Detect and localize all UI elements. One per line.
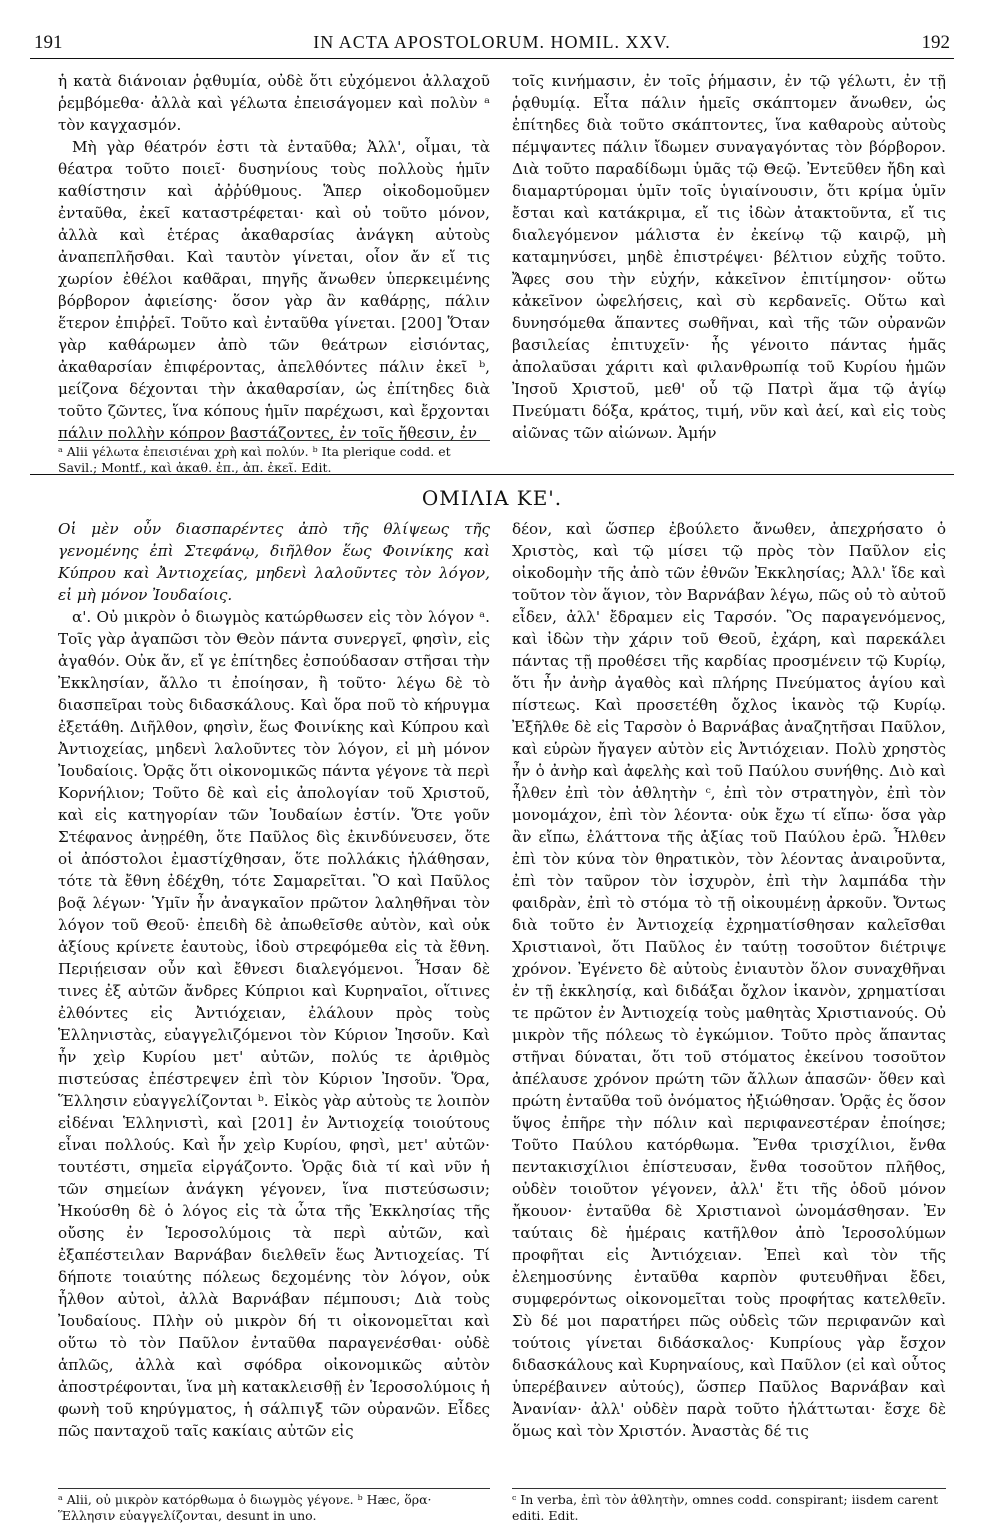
paragraph: α'. Οὐ μικρὸν ὁ διωγμὸς κατώρθωσεν εἰς τὸν λόγον ᵃ. Τοῖς γὰρ ἀγαπῶσι τὸν Θεὸν πάντα συνεργεῖ, φησὶν, εἰς ἀγαθόν. Οὐκ ἄν, εἴ γε ἐπίτηδες ἐσπούδασαν στῆσαι τὴν Ἐκκλησίαν, ἄλλο τι ἐποίησαν, ἢ τοῦτο· λέγω δὲ τὸ διασπεῖραι τοὺς διδασκάλους. Καὶ ὅρα ποῦ τὸ κήρυγμα ἐξετάθη. Διῆλθον, φησὶν, ἕως Φοινίκης καὶ Κύπρου καὶ Ἀντιοχείας, μηδενὶ λαλοῦντες τὸν λόγον, εἰ μὴ μόνον Ἰουδαίοις. Ὁρᾷς ὅτι οἰκονομικῶς πάντα γέγονε τὰ περὶ Κορνήλιον; Τοῦτο δὲ καὶ εἰς ἀπολογίαν τοῦ Χριστοῦ, καὶ εἰς κατηγορίαν τῶν Ἰουδαίων ἐστίν. Ὅτε γοῦν Στέφανος ἀνῃρέθη, ὅτε Παῦλος δὶς ἐκινδύνευσεν, ὅτε οἱ ἀπόστολοι ἐμαστίχθησαν, ὅτε πολλάκις ἠλάθησαν, τότε τὰ ἔθνη ἐδέχθη, τότε Σαμαρεῖται. Ὃ καὶ Παῦλος βοᾷ λέγων· Ὑμῖν ἦν ἀναγκαῖον πρῶτον λαληθῆναι τὸν λόγον τοῦ Θεοῦ· ἐπειδὴ δὲ ἀπωθεῖσθε αὐτὸν, καὶ οὐκ ἀξίους κρίνετε ἑαυτοὺς, ἰδοὺ στρεφόμεθα εἰς τὰ ἔθνη. Περιῄεισαν οὖν καὶ ἔθνεσι διαλεγόμενοι. Ἦσαν δὲ τινες ἐξ αὐτῶν ἄνδρες Κύπριοι καὶ Κυρηναῖοι, οἵτινες ἐλθόντες εἰς Ἀντιόχειαν, ἐλάλουν πρὸς τοὺς Ἑλληνιστὰς, εὐαγγελιζόμενοι τὸν Κύριον Ἰησοῦν. Καὶ ἦν χεὶρ Κυρίου μετ' αὐτῶν, πολύς τε ἀριθμὸς πιστεύσας ἐπέστρεψεν ἐπὶ τὸν Κύριον Ἰησοῦν. Ὅρα, Ἕλλησιν εὐαγγελίζονται ᵇ. Εἰκὸς γὰρ αὐτοὺς τε λοιπὸν εἰδέναι Ἑλληνιστὶ, καὶ [201] ἐν Ἀντιοχείᾳ τοιούτους εἶναι πολλούς. Καὶ ἦν χεὶρ Κυρίου, φησὶ, μετ' αὐτῶν· τουτέστι, σημεῖα εἰργάζοντο. Ὁρᾷς διὰ τί καὶ νῦν ἡ τῶν σημείων ἀνάγκη γέγονεν, ἵνα πιστεύσωσιν; Ἠκούσθη δὲ ὁ λόγος εἰς τὰ ὦτα τῆς Ἐκκλησίας τῆς οὔσης ἐν Ἱεροσολύμοις τὰ περὶ αὐτῶν, καὶ ἐξαπέστειλαν Βαρνάβαν διελθεῖν ἕως Ἀντιοχείας. Τί δήποτε τοιαύτης πόλεως δεχομένης τὸν λόγον, οὐκ ἦλθον αὐτοὶ, ἀλλὰ Βαρνάβαν πέμπουσι; Διὰ τοὺς Ἰουδαίους. Πλὴν οὐ μικρὸν δή τι οἰκονομεῖται καὶ οὕτω τὸ τὸν Παῦλον ἐνταῦθα παραγενέσθαι· οὐδὲ ἁπλῶς, ἀλλὰ καὶ σφόδρα οἰκονομικῶς αὐτὸν ἀποστρέφονται, ἵνα μὴ κατακλεισθῇ ἐν Ἱεροσολύμοις ἡ φωνὴ τοῦ κηρύγματος, ἡ σάλπιγξ τῶν οὐρανῶν. Εἶδες πῶς πανταχοῦ ταῖς κακίαις αὐτῶν εἰς bbox=[58, 608, 490, 1440]
scripture-lead: Οἱ μὲν οὖν διασπαρέντες ἀπὸ τῆς θλίψεως τῆς γενομένης ἐπὶ Στεφάνῳ, διῆλθον ἕως Φοινίκης καὶ Κύπρου καὶ Ἀντιοχείας, μηδενὶ λαλοῦντες τὸν λόγον, εἰ μὴ μόνον Ἰουδαίοις. bbox=[58, 520, 490, 604]
paragraph: τοῖς κινήμασιν, ἐν τοῖς ῥήμασιν, ἐν τῷ γέλωτι, ἐν τῇ ῥᾳθυμίᾳ. Εἶτα πάλιν ἡμεῖς σκάπτομεν ἄνωθεν, ὡς ἐπίτηδες διὰ τοῦτο σκάπτοντες, ἵνα καθαροὺς αὐτοὺς πέμψαντες πάλιν ἴδωμεν συναγαγόντας τὸν βόρβορον. Διὰ τοῦτο παραδίδωμι ὑμᾶς τῷ Θεῷ. Ἐντεῦθεν ἤδη καὶ διαμαρτύρομαι ὑμῖν τοῖς ὑγιαίνουσιν, ὅτι κρίμα ὑμῖν ἔσται καὶ κατάκριμα, εἴ τις ἰδὼν ἀτακτοῦντα, εἴ τις διαλεγόμενον μάλιστα ἐν ἐκείνῳ τῷ καιρῷ, μὴ καταμηνύσει, μηδὲ ἐπιστρέψει· βέλτιον εὐχῆς τοῦτο. Ἄφες σου τὴν εὐχήν, κἀκεῖνον ἐπιτίμησον· οὕτω κἀκεῖνον ὠφελήσεις, καὶ σὺ κερδανεῖς. Οὕτω καὶ δυνησόμεθα ἅπαντες σωθῆναι, καὶ τῆς τῶν οὐρανῶν βασιλείας ἐπιτυχεῖν· ἧς γένοιτο πάντας ἡμᾶς ἀπολαῦσαι χάριτι καὶ φιλανθρωπίᾳ τοῦ Κυρίου ἡμῶν Ἰησοῦ Χριστοῦ, μεθ' οὗ τῷ Πατρὶ ἅμα τῷ ἁγίῳ Πνεύματι δόξα, κράτος, τιμή, νῦν καὶ ἀεί, καὶ εἰς τοὺς αἰῶνας τῶν αἰώνων. Ἀμήν bbox=[512, 72, 946, 442]
footnotes-bottom-right bbox=[512, 1488, 946, 1524]
homily-title: ΟΜΙΛΙΑ ΚΕ'. bbox=[421, 486, 563, 510]
page-number-right: 192 bbox=[921, 32, 950, 53]
footnote: ᵃ Alii, οὐ μικρὸν κατόρθωμα ὁ διωγμὸς γέγονε. ᵇ Hæc, ὅρα· Ἕλλησιν εὐαγγελίζονται, desunt in uno. bbox=[58, 1492, 432, 1523]
paragraph: ἡ κατὰ διάνοιαν ῥᾳθυμία, οὐδὲ ὅτι εὐχόμενοι ἀλλαχοῦ ῥεμβόμεθα· ἀλλὰ καὶ γέλωτα ἐπεισάγομεν καὶ πολὺν ᵃ τὸν καγχασμόν. bbox=[58, 72, 490, 134]
footnotes-top-left bbox=[58, 440, 490, 476]
bottom-right-column bbox=[512, 518, 946, 1442]
section-divider bbox=[30, 474, 954, 475]
paragraph: δέον, καὶ ὥσπερ ἐβούλετο ἄνωθεν, ἀπεχρήσατο ὁ Χριστὸς, καὶ τῷ μίσει τῷ πρὸς τὸν Παῦλον εἰς οἰκοδομὴν τῆς ἀπὸ τῶν ἐθνῶν Ἐκκλησίας; Ἀλλ' ἴδε καὶ τοῦτον τὸν ἅγιον, τὸν Βαρνάβαν λέγω, πῶς οὐ τὸ αὐτοῦ εἶδεν, ἀλλ' ἔδραμεν εἰς Ταρσόν. Ὃς παραγενόμενος, καὶ ἰδὼν τὴν χάριν τοῦ Θεοῦ, ἐχάρη, καὶ παρεκάλει πάντας τῇ προθέσει τῆς καρδίας προσμένειν τῷ Κυρίῳ, ὅτι ἦν ἀνὴρ ἀγαθὸς καὶ πλήρης Πνεύματος ἁγίου καὶ πίστεως. Καὶ προσετέθη ὄχλος ἱκανὸς τῷ Κυρίῳ. Ἐξῆλθε δὲ εἰς Ταρσὸν ὁ Βαρνάβας ἀναζητῆσαι Παῦλον, καὶ εὑρὼν ἤγαγεν αὐτὸν εἰς Ἀντιόχειαν. Πολὺ χρηστὸς ἦν ὁ ἀνὴρ καὶ ἀφελὴς καὶ τοῦ Παύλου συνήθης. Διὸ καὶ ἦλθεν ἐπὶ τὸν ἀθλητὴν ᶜ, ἐπὶ τὸν στρατηγὸν, ἐπὶ τὸν μονομάχον, ἐπὶ τὸν λέοντα· οὐκ ἔχω τί εἴπω· ὅσα γὰρ ἂν εἴπω, ἐλάττονα τῆς ἀξίας τοῦ Παύλου ἐρῶ. Ἦλθεν ἐπὶ τὸν κύνα τὸν θηρατικὸν, τὸν λέοντας ἀναιροῦντα, ἐπὶ τὸν ταῦρον τὸν ἰσχυρὸν, ἐπὶ τὴν λαμπάδα τὴν φαιδρὰν, ἐπὶ τὸ στόμα τὸ τῇ οἰκουμένῃ ἀρκοῦν. Ὄντως διὰ τοῦτο ἐν Ἀντιοχείᾳ ἐχρηματίσθησαν καλεῖσθαι Χριστιανοὶ, ὅτι Παῦλος ἐν ταύτῃ τοσοῦτον διέτριψε χρόνον. Ἐγένετο δὲ αὐτοὺς ἐνιαυτὸν ὅλον συναχθῆναι ἐν τῇ ἐκκλησίᾳ, καὶ διδάξαι ὄχλον ἱκανὸν, χρηματίσαι τε πρῶτον ἐν Ἀντιοχείᾳ τοὺς μαθητὰς Χριστιανούς. Οὐ μικρὸν τῆς πόλεως τὸ ἐγκώμιον. Τοῦτο πρὸς ἅπαντας στῆναι δύναται, ὅτι τοῦ στόματος ἐκείνου τοσοῦτον ἀπέλαυσε χρόνον πρώτη τῶν ἄλλων ἁπασῶν· ὅθεν καὶ πρώτη ἐνταῦθα τοῦ ὀνόματος ἠξιώθησαν. Ὁρᾷς ἐς ὅσον ὕψος ἐπῆρε τὴν πόλιν καὶ περιφανεστέραν ἐποίησε; Τοῦτο Παύλου κατόρθωμα. Ἔνθα τρισχίλιοι, ἔνθα πεντακισχίλιοι ἐπίστευσαν, ἔνθα τοσοῦτον πλῆθος, οὐδὲν τοιοῦτον γέγονεν, ἀλλ' ἔτι τῆς ὁδοῦ μόνον ἤκουον· ἐνταῦθα δὲ Χριστιανοὶ ὠνομάσθησαν. Ἐν ταύταις δὲ ἡμέραις κατῆλθον ἀπὸ Ἱεροσολύμων προφῆται εἰς Ἀντιόχειαν. Ἐπεὶ καὶ τὸν τῆς ἐλεημοσύνης ἐνταῦθα καρπὸν φυτευθῆναι ἔδει, συμφερόντως οἰκονομεῖται τοὺς προφήτας κατελθεῖν. Σὺ δέ μοι παρατήρει πῶς οὐδεὶς τῶν περιφανῶν καὶ τούτοις γίνεται διδάσκαλος· Κυπρίους γὰρ ἔσχον διδασκάλους καὶ Κυρηναίους, καὶ Παῦλον (εἰ καὶ οὗτος ὑπερέβαινεν αὐτούς), ὥσπερ Παῦλος Βαρνάβαν καὶ Ἀνανίαν· ἀλλ' οὐδὲν παρὰ τοῦτο ἠλάττωται· ἔσχε δὲ ὅμως καὶ τὸν Χριστόν. Ἀναστὰς δέ τις bbox=[512, 520, 947, 1440]
footnotes-bottom-left bbox=[58, 1488, 490, 1524]
paragraph: Μὴ γὰρ θέατρόν ἐστι τὰ ἐνταῦθα; Ἀλλ', οἶμαι, τὰ θέατρα τοῦτο ποιεῖ· δυσηνίους τοὺς πολλοὺς ἡμῖν καθίστησιν καὶ ἀῤῥύθμους. Ἅπερ οἰκοδομοῦμεν ἐνταῦθα, ἐκεῖ καταστρέφεται· καὶ οὐ τοῦτο μόνον, ἀλλὰ καὶ ἑτέρας ἀκαθαρσίας ἀνάγκη αὐτοὺς ἀναπεπλῆσθαι. Καὶ ταυτὸν γίνεται, οἷον ἄν εἴ τις χωρίον ἐθέλοι καθᾶραι, πηγῆς ἄνωθεν ὑπερκειμένης βόρβορον ἀφιείσης· ὅσον γὰρ ἂν καθάρῃς, πάλιν ἕτερον ἐπιῤῥεῖ. Τοῦτο καὶ ἐνταῦθα γίνεται. [200] Ὅταν γὰρ καθάρωμεν ἀπὸ τῶν θεάτρων εἰσιόντας, ἀκαθαρσίαν ἐπιφέροντας, ἀπελθόντες πάλιν ἐκεῖ ᵇ, μείζονα δέχονται τὴν ἀκαθαρσίαν, ὡς ἐπίτηδες διὰ τοῦτο ζῶντες, ἵνα κόπους ἡμῖν παρέχωσι, καὶ ἔρχονται πάλιν πολλὴν κόπρον βαστάζοντες, ἐν τοῖς ἤθεσιν, ἐν bbox=[58, 138, 490, 442]
running-title: IN ACTA APOSTOLORUM. HOMIL. XXV. bbox=[313, 32, 671, 52]
bottom-left-column bbox=[58, 518, 490, 1442]
footnote: ᶜ In verba, ἐπὶ τὸν ἀθλητὴν, omnes codd. conspirant; iisdem carent editi. Edit. bbox=[512, 1492, 939, 1523]
top-left-column bbox=[58, 70, 490, 444]
top-right-column bbox=[512, 70, 946, 444]
page-number-left: 191 bbox=[34, 32, 63, 53]
running-header bbox=[30, 32, 954, 59]
footnote: ᵃ Alii γέλωτα ἐπεισιέναι χρὴ καὶ πολύν. ᵇ Ita plerique codd. et Savil.; Montf., καὶ ἀκαθ. ἐπ., ἀπ. ἐκεῖ. Edit. bbox=[58, 444, 451, 475]
